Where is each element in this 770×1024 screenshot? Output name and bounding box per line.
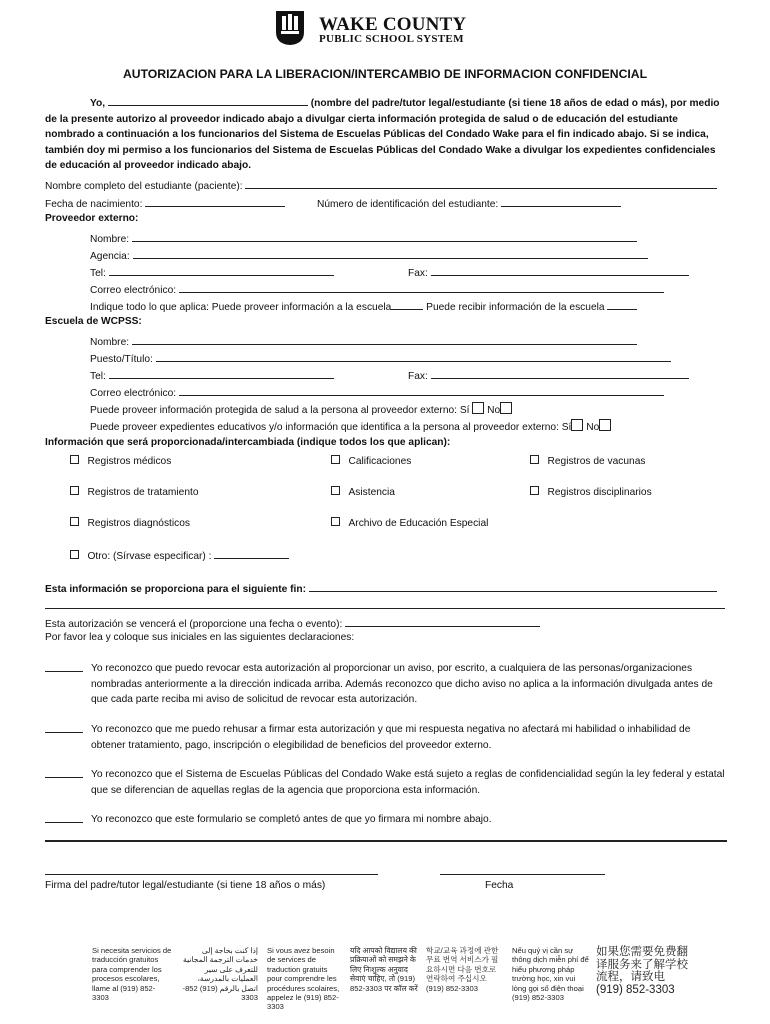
school-name-row bbox=[90, 334, 637, 348]
info-item-other bbox=[70, 548, 289, 562]
school-title-field[interactable] bbox=[156, 351, 671, 362]
ext-tel-row bbox=[90, 265, 334, 279]
school-tel-row bbox=[90, 368, 334, 382]
info-item-discipline bbox=[530, 486, 652, 498]
school-name-field[interactable] bbox=[132, 334, 637, 345]
q2-yes-checkbox[interactable] bbox=[571, 419, 583, 431]
intro-yo: Yo, bbox=[90, 98, 106, 109]
footer-spanish: Si necesita servicios de traducción gratuitos para comprender los procesos escolares, llame al (919) 852-3303 bbox=[92, 946, 172, 1003]
ext-agency-row bbox=[90, 248, 648, 262]
ext-indicate-receive-label: Puede recibir información de la escuela bbox=[426, 302, 605, 313]
intro-paragraph bbox=[45, 95, 725, 174]
attendance-checkbox[interactable] bbox=[331, 486, 340, 495]
form-title: AUTORIZACION PARA LA LIBERACION/INTERCAMBIO DE INFORMACION CONFIDENCIAL bbox=[122, 67, 648, 81]
ext-email-field[interactable] bbox=[179, 282, 664, 293]
info-item-treatment bbox=[70, 486, 198, 498]
declaration-4-initials[interactable] bbox=[45, 822, 83, 823]
purpose-row bbox=[45, 581, 717, 595]
declaration-3-text: Yo reconozco que el Sistema de Escuelas Públicas del Condado Wake está sujeto a reglas de confidencialidad según la ley federal y estatal que se diferencian de aquellas reglas de la agencia que proporciona esta información. bbox=[91, 769, 725, 796]
school-fax-field[interactable] bbox=[431, 368, 689, 379]
initials-prompt: Por favor lea y coloque sus iniciales en las siguientes declaraciones: bbox=[45, 632, 355, 643]
info-heading: Información que será proporcionada/intercambiada (indique todos los que aplican): bbox=[45, 437, 451, 448]
declaration-4-text: Yo reconozco que este formulario se completó antes de que yo firmara mi nombre abajo. bbox=[91, 814, 492, 825]
purpose-field[interactable] bbox=[309, 581, 717, 592]
info-item-label: Asistencia bbox=[348, 487, 395, 498]
declaration-1-initials[interactable] bbox=[45, 671, 83, 672]
grades-checkbox[interactable] bbox=[331, 455, 340, 464]
expires-row bbox=[45, 616, 540, 630]
declaration-2-text: Yo reconozco que me puedo rehusar a firmar esta autorización y que mi respuesta negativa no afectará mi habilidad o inhabilidad de obtener tratamiento, pago, inscripción o elegibilidad de beneficios del proveedor externo. bbox=[91, 724, 691, 751]
school-q1-label: Puede proveer información protegida de salud a la persona al proveedor externo: Sí bbox=[90, 405, 470, 416]
footer-french: Si vous avez besoin de services de traduction gratuits pour comprendre les procédures scolaires, appelez le (919) 852-3303 bbox=[267, 946, 340, 1012]
declaration-2-initials[interactable] bbox=[45, 732, 83, 733]
intro-text: (nombre del padre/tutor legal/estudiante (si tiene 18 años de edad o más), por medio de la presente autorizo al proveedor indicado abajo a divulgar cierta información protegida de salud o de educación del estudiante nombrado a continuación a los funcionarios del Sistema de Escuelas Públicas del Condado Wake para el fin indicado abajo. Si se indica, también doy mi permiso a los funcionarios del Sistema de Escuelas Públicas del Condado Wake a divulgar los expedientes confidenciales de educación al proveedor indicado abajo. bbox=[45, 98, 720, 172]
ext-agency-label: Agencia: bbox=[90, 251, 130, 262]
school-name-label: Nombre: bbox=[90, 337, 130, 348]
ext-agency-field[interactable] bbox=[133, 248, 648, 259]
q2-no-label: No bbox=[586, 422, 600, 433]
ext-indicate-provide-label: Indique todo lo que aplica: Puede proveer información a la escuela bbox=[90, 302, 392, 313]
expires-label: Esta autorización se vencerá el (proporcione una fecha o evento): bbox=[45, 619, 343, 630]
student-name-label: Nombre completo del estudiante (paciente): bbox=[45, 181, 243, 192]
info-item-label: Registros de vacunas bbox=[547, 456, 646, 467]
info-item-label: Archivo de Educación Especial bbox=[348, 518, 489, 529]
student-id-row bbox=[317, 196, 621, 210]
q1-no-label: No bbox=[487, 405, 501, 416]
info-item-special-ed bbox=[331, 517, 488, 529]
footer-korean: 학교/교육 과정에 관한 무료 번역 서비스가 필요하시면 다음 번호로 연락하여 주십시오 (919) 852-3303 bbox=[426, 946, 499, 993]
q1-no-checkbox[interactable] bbox=[500, 402, 512, 414]
student-name-row bbox=[45, 178, 717, 192]
student-id-field[interactable] bbox=[501, 196, 621, 207]
footer-chinese: 如果您需要免费翻译服务来了解学校流程，请致电 (919) 852-3303 bbox=[596, 946, 688, 996]
info-item-diagnostic bbox=[70, 517, 190, 529]
section-divider bbox=[45, 840, 727, 842]
ext-indicate-row bbox=[90, 299, 637, 313]
ext-email-label: Correo electrónico: bbox=[90, 285, 177, 296]
treatment-checkbox[interactable] bbox=[70, 486, 79, 495]
ext-name-label: Nombre: bbox=[90, 234, 130, 245]
expires-field[interactable] bbox=[345, 616, 540, 627]
ext-name-row bbox=[90, 231, 637, 245]
other-checkbox[interactable] bbox=[70, 550, 79, 559]
info-item-label: Registros de tratamiento bbox=[87, 487, 199, 498]
student-dob-row bbox=[45, 196, 285, 210]
info-item-label: Calificaciones bbox=[348, 456, 412, 467]
school-tel-label: Tel: bbox=[90, 371, 106, 382]
ext-tel-field[interactable] bbox=[109, 265, 334, 276]
info-item-grades bbox=[331, 455, 411, 467]
dob-field[interactable] bbox=[145, 196, 285, 207]
school-title-label: Puesto/Título: bbox=[90, 354, 153, 365]
discipline-checkbox[interactable] bbox=[530, 486, 539, 495]
logo-name: WAKE COUNTY bbox=[319, 14, 467, 35]
ext-fax-row bbox=[408, 265, 689, 279]
school-q1-row bbox=[90, 402, 512, 416]
parent-name-field[interactable] bbox=[108, 95, 308, 106]
info-item-medical bbox=[70, 455, 171, 467]
diagnostic-checkbox[interactable] bbox=[70, 517, 79, 526]
ext-email-row bbox=[90, 282, 664, 296]
school-email-row bbox=[90, 385, 664, 399]
purpose-field-line2[interactable] bbox=[45, 598, 725, 609]
q1-yes-checkbox[interactable] bbox=[472, 402, 484, 414]
school-heading: Escuela de WCPSS: bbox=[45, 316, 142, 327]
info-item-label: Registros disciplinarios bbox=[547, 487, 652, 498]
q2-no-checkbox[interactable] bbox=[599, 419, 611, 431]
dob-label: Fecha de nacimiento: bbox=[45, 199, 143, 210]
school-email-label: Correo electrónico: bbox=[90, 388, 177, 399]
school-tel-field[interactable] bbox=[109, 368, 334, 379]
info-item-label: Registros diagnósticos bbox=[87, 518, 190, 529]
ext-fax-label: Fax: bbox=[408, 268, 428, 279]
vaccines-checkbox[interactable] bbox=[530, 455, 539, 464]
info-item-label: Registros médicos bbox=[87, 456, 172, 467]
other-specify-field[interactable] bbox=[214, 548, 289, 559]
declaration-1-text: Yo reconozco que puedo revocar esta autorización al proporcionar un aviso, por escrito, a cualquiera de las personas/organizaciones nombradas anteriormente a la dirección indicada arriba. Además reconozco que dicho aviso no aplica a la información divulgada antes de que cada parte reciba mi aviso de solicitud de revocar esta autorización. bbox=[91, 663, 713, 706]
signature-date-label: Fecha bbox=[485, 880, 514, 891]
school-q2-row bbox=[90, 419, 611, 433]
school-q2-label: Puede proveer expedientes educativos y/o información que identifica a la persona al proveedor externo: Sí bbox=[90, 422, 572, 433]
purpose-label: Esta información se proporciona para el siguiente fin: bbox=[45, 584, 306, 595]
special-ed-checkbox[interactable] bbox=[331, 517, 340, 526]
student-id-label: Número de identificación del estudiante: bbox=[317, 199, 499, 210]
info-item-label: Otro: (Sírvase especificar) : bbox=[87, 551, 212, 562]
ext-receive-initials[interactable] bbox=[607, 299, 637, 310]
logo-subname: PUBLIC SCHOOL SYSTEM bbox=[319, 33, 464, 45]
signature-date-field[interactable] bbox=[440, 866, 605, 875]
footer-vietnamese: Nếu quý vị cần sự thông dịch miễn phí để hiểu phương pháp trường học, xin vui lòng gọi số điện thoại (919) 852-3303 bbox=[512, 946, 589, 1003]
school-logo-icon bbox=[275, 10, 305, 46]
signature-field[interactable] bbox=[45, 866, 378, 875]
external-provider-heading: Proveedor externo: bbox=[45, 213, 139, 224]
footer-hindi: यदि आपको विद्यालय की प्रक्रियाओं को समझने के लिए निःशुल्क अनुवाद सेवाएं चाहिए, तो (919) 852-3303 पर कॉल करें bbox=[350, 946, 418, 993]
info-item-vaccines bbox=[530, 455, 645, 467]
footer-arabic: إذا كنت بحاجة إلى خدمات الترجمة المجانية للتعرف على سير العمليات بالمدرسة، اتصل بالرقم (919) 852-3303 bbox=[182, 946, 258, 1003]
medical-checkbox[interactable] bbox=[70, 455, 79, 464]
info-item-attendance bbox=[331, 486, 395, 498]
ext-fax-field[interactable] bbox=[431, 265, 689, 276]
school-email-field[interactable] bbox=[179, 385, 664, 396]
school-fax-row bbox=[408, 368, 689, 382]
signature-label: Firma del padre/tutor legal/estudiante (si tiene 18 años o más) bbox=[45, 880, 326, 891]
declaration-3-initials[interactable] bbox=[45, 777, 83, 778]
ext-provide-initials[interactable] bbox=[391, 299, 423, 310]
school-fax-label: Fax: bbox=[408, 371, 428, 382]
ext-name-field[interactable] bbox=[132, 231, 637, 242]
school-title-row bbox=[90, 351, 671, 365]
student-name-field[interactable] bbox=[245, 178, 717, 189]
ext-tel-label: Tel: bbox=[90, 268, 106, 279]
